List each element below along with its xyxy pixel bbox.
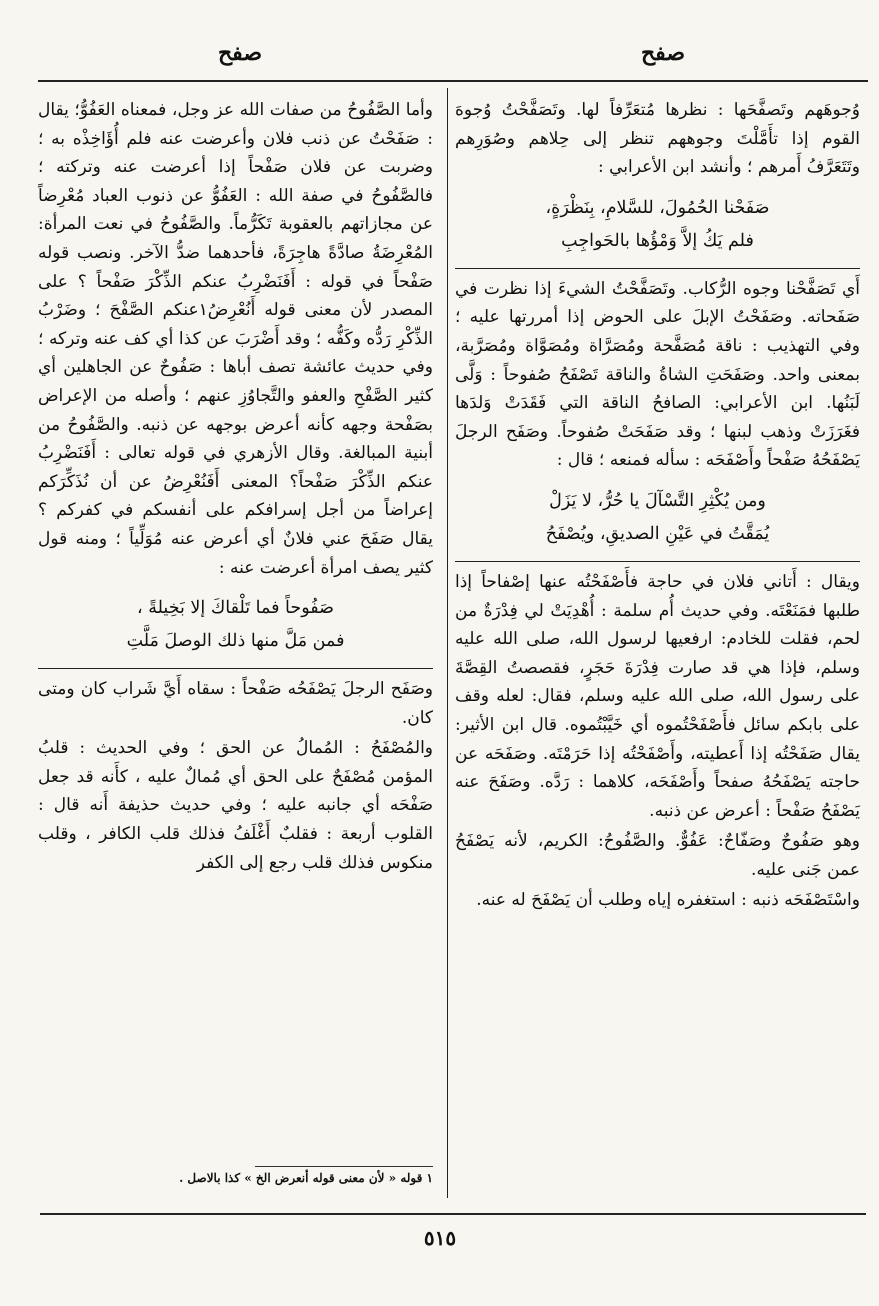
paragraph: وصَفَح الرجلَ يَصْفَحُه صَفْحاً : سقاه أَيَّ شَراب كان ومتى كان. <box>38 679 433 728</box>
running-head-right: صفح <box>640 40 685 66</box>
verse-separator <box>455 561 860 562</box>
paragraph: وُجوهَهم وتَصفَّحَها : نظرها مُتعَرِّفاً لها. وتَصَفَّحْتُ وُجوهَ القوم إذا تأَمَّلْتَ وجوههم تنظر إلى حِلاهم وصُوَرِهم وتَتَعَرَّفُ أَمرهم ؛ وأنشد ابن الأعرابي : <box>455 100 860 178</box>
verse-block <box>455 485 860 551</box>
paragraph: وأما الصَّفُوحُ من صفات الله عز وجل، فمعناه العَفُوُّ؛ يقال : صَفَحْتُ عن ذنب فلان وأعرضت عنه فلم أُؤَاخِذْه به ؛ وضربت عن فلان صَفْحاً إذا أعرضت عنه وتركته ؛ فالصَّفُوحُ في صفة الله : العَفُوُّ عن ذنوب العباد مُعْرِضاً عن مجازاتهم بالعقوبة تَكَرُّماً. والصَّفُوحُ في نعت المرأة: المُعْرِضَةُ صادَّةً هاجِرَةً، فأحدهما ضدُّ الآخر. ونصب قوله صَفْحاً في قوله : أَفَنَضْرِبُ عنكم الذِّكْرَ صَفْحاً ؟ على المصدر لأن معنى قوله أَنُعْرِضُ١عنكم الصَّفْحَ ؛ وضَرْبُ الذِّكْرِ رَدُّه وكَفُّه ؛ وقد أَضْرَبَ عن كذا أي كف عنه وتركه ؛ وفي حديث عائشة تصف أباها : صَفُوحٌ عن الجاهلين أي كثير الصَّفْحِ والعفو والتَّجاوُزِ عنهم ؛ وأصله من الإعراض بصَفْحة وجهه كأنه أعرض بوجهه عن ذنبه. والصَّفُوحُ من أبنية المبالغة. وقال الأزهري في قوله تعالى : أَفَنَضْرِبُ عنكم الذِّكْرَ صَفْحاً؟ المعنى أَفَنُعْرِضُ عن أن نُذَكِّرَكم إعراضاً من أجل إسرافكم على أنفسكم في كفركم ؟ يقال صَفَحَ عني فلانٌ أي أعرض عنه مُوَلِّياً ؛ ومنه قول كثير يصف امرأة أعرضت عنه : <box>38 100 434 578</box>
header-rule <box>38 80 868 82</box>
paragraph: والمُصْفَحُ : المُمالُ عن الحق ؛ وفي الحديث : قلبُ المؤمن مُصْفَحٌ على الحق أي مُمالٌ عليه ، كأَنه قد جعل صَفْحَه أي جانبه عليه ؛ وفي حديث حذيفة أَنه قال : القلوب أربعة : فقلبٌ أَغْلَفُ فذلك قلب الكافر ، وقلب منكوس فذلك قلب رجع إلى الكفر <box>38 738 433 873</box>
paragraph: أَي تَصَفَّحْنا وجوه الرُّكاب. وتَصَفَّحْتُ الشيءَ إذا نظرت في صَفَحاته. وصَفَحْتُ الإبلَ على الحوض إذا أمررتها عليه ؛ وفي التهذيب : ناقة مُصَفَّحة ومُصَرَّاة ومُصَوَّاة ومُصَرَّبة، بمعنى واحد. وصَفَحَتِ الشاةُ والناقة تَصْفَحُ صُفوحاً : وَلَّى لَبَنُها. ابن الأعرابي: الصافحُ الناقة التي فَقَدَتْ وَلدَها فغَرَزَتْ وذهب لبنها ؛ وقد صَفَحَتْ صُفوحاً. وصَفَح الرجلَ يَصْفَحُهُ صَفْحاً وأَصْفَحَه : سأله فمنعه ؛ قال : <box>455 278 860 471</box>
paragraph: وهو صَفُوحٌ وصَفّاحٌ: عَفُوٌّ. والصَّفُوحُ: الكريم، لأنه يَصْفَحُ عمن جَنى عليه. <box>455 831 860 880</box>
right-column <box>455 96 860 917</box>
footnote: ١ قوله « لأن معنى قوله أنعرض الخ » كذا بالاصل . <box>179 1171 433 1185</box>
verse-line: صَفَحْنا الحُمُولَ، للسَّلامِ، بِنَظْرَةٍ، <box>545 197 770 218</box>
verse-line: ومن يُكْثِرِ التَّسْآلَ يا حُرُّ، لا يَزَلْ <box>549 490 766 511</box>
verse-block <box>455 192 860 258</box>
paragraph: واسْتَصْفَحَه ذنبه : استغفره إياه وطلب أن يَصْفَحَ له عنه. <box>476 890 860 911</box>
verse-line: فلم يَكُ إلاَّ وَمْؤُها بالحَواجِبِ <box>561 230 754 251</box>
verse-line: يُمَقَّتُ في عَيْنِ الصديقِ، ويُصْفَحُ <box>545 523 770 544</box>
column-divider <box>447 88 448 1198</box>
running-head-left: صفح <box>217 40 262 66</box>
page-number: ٥١٥ <box>423 1226 457 1250</box>
footnote-rule <box>255 1166 433 1167</box>
left-column <box>38 96 433 879</box>
verse-block <box>38 592 433 658</box>
verse-separator <box>38 668 433 669</box>
verse-line: فمن مَلَّ منها ذلك الوصلَ مَلَّتِ <box>126 631 345 652</box>
paragraph: ويقال : أَتاني فلان في حاجة فأَصْفَحْتُه عنها إصْفاحاً إذا طلبها فمَنَعْتَه. وفي حديث أُم سلمة : أُهْدِيَتْ لي فِدْرَةٌ من لحم، فقلت للخادم: ارفعيها لرسول الله، صلى الله عليه وسلم، فإذا هي قد صارت فِدْرَةَ حَجَرٍ، فقصصتُ القِصَّةَ على رسول الله، صلى الله عليه وسلم، فقال: لعله وقف على بابكم سائل فأَصْفَحْتُموه أي خَيَّبْتُموه. قال ابن الأثير: يقال صَفَحْتُه إذا أَعطيته، وأَصْفَحْتُه إذا حَرَمْتَه. وصَفَحَه عن حاجته يَصْفَحُهُ صفحاً وأَصْفَحَه، كلاهما : رَدَّه. وصَفَحَ عنه يَصْفَحُ صَفْحاً : أعرض عن ذنبه. <box>455 571 860 821</box>
verse-separator <box>455 268 860 269</box>
verse-line: صَفُوحاً فما تَلْقاكَ إلا بَخِيلةً ، <box>137 598 334 619</box>
footer-rule <box>40 1213 866 1215</box>
